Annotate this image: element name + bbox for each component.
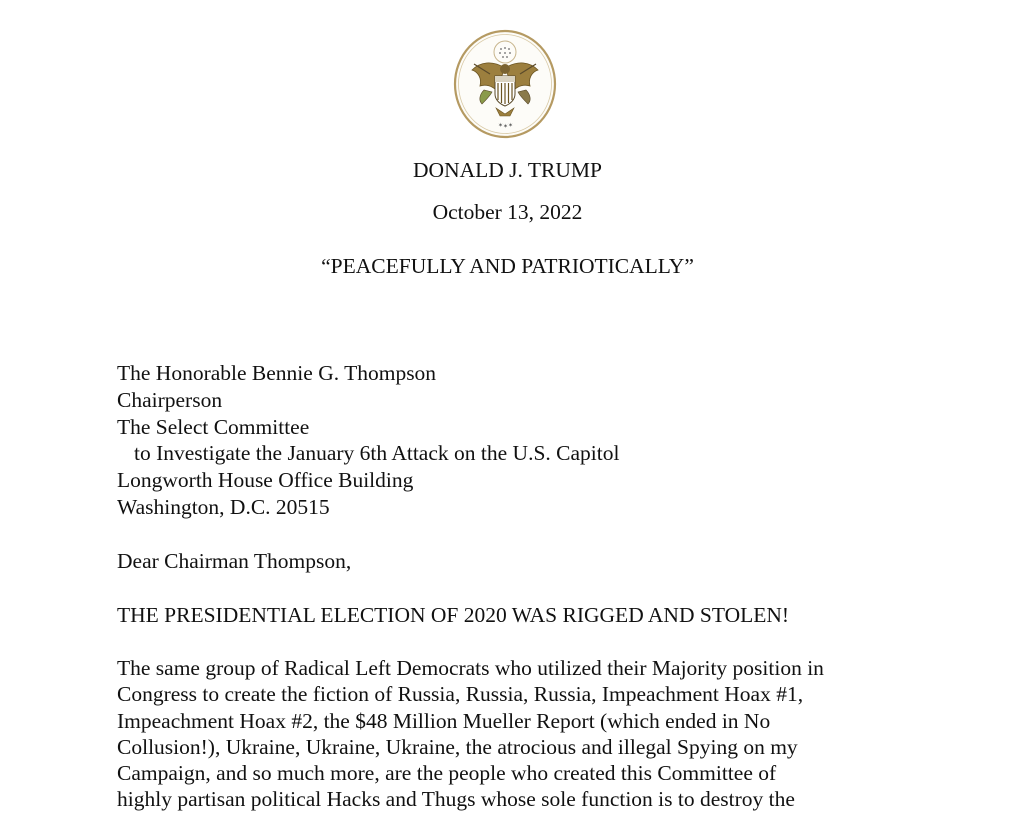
body-line: Campaign, and so much more, are the people who created this Committee of [117,761,777,786]
body-line: Congress to create the fiction of Russia, Russia, Russia, Impeachment Hoax #1, [117,682,804,707]
letter-date: October 13, 2022 [432,200,583,224]
great-seal-icon [452,28,558,140]
headline: THE PRESIDENTIAL ELECTION OF 2020 WAS RIGGED AND STOLEN! [117,603,790,627]
body-line: The same group of Radical Left Democrats who utilized their Majority position in [117,656,824,680]
svg-text:✶: ✶ [498,122,504,129]
address-line: to Investigate the January 6th Attack on the U.S. Capitol [134,441,620,466]
address-line: Washington, D.C. 20515 [117,494,330,519]
address-line: The Select Committee [117,414,310,439]
address-line: The Honorable Bennie G. Thompson [117,361,437,385]
recipient-address [117,360,619,521]
salutation: Dear Chairman Thompson, [117,549,352,573]
body-line: Impeachment Hoax #2, the $48 Million Mueller Report (which ended in No [117,708,771,733]
svg-text:✶: ✶ [503,123,509,130]
sender-name: DONALD J. TRUMP [413,158,602,182]
body-line: Collusion!), Ukraine, Ukraine, Ukraine, the atrocious and illegal Spying on my [117,734,798,759]
body-paragraph [117,655,907,813]
letter-title: “PEACEFULLY AND PATRIOTICALLY” [321,254,694,278]
svg-text:✶: ✶ [508,122,514,129]
body-line: highly partisan political Hacks and Thugs whose sole function is to destroy the [117,787,795,812]
address-line: Longworth House Office Building [117,468,414,493]
address-line: Chairperson [117,387,223,412]
